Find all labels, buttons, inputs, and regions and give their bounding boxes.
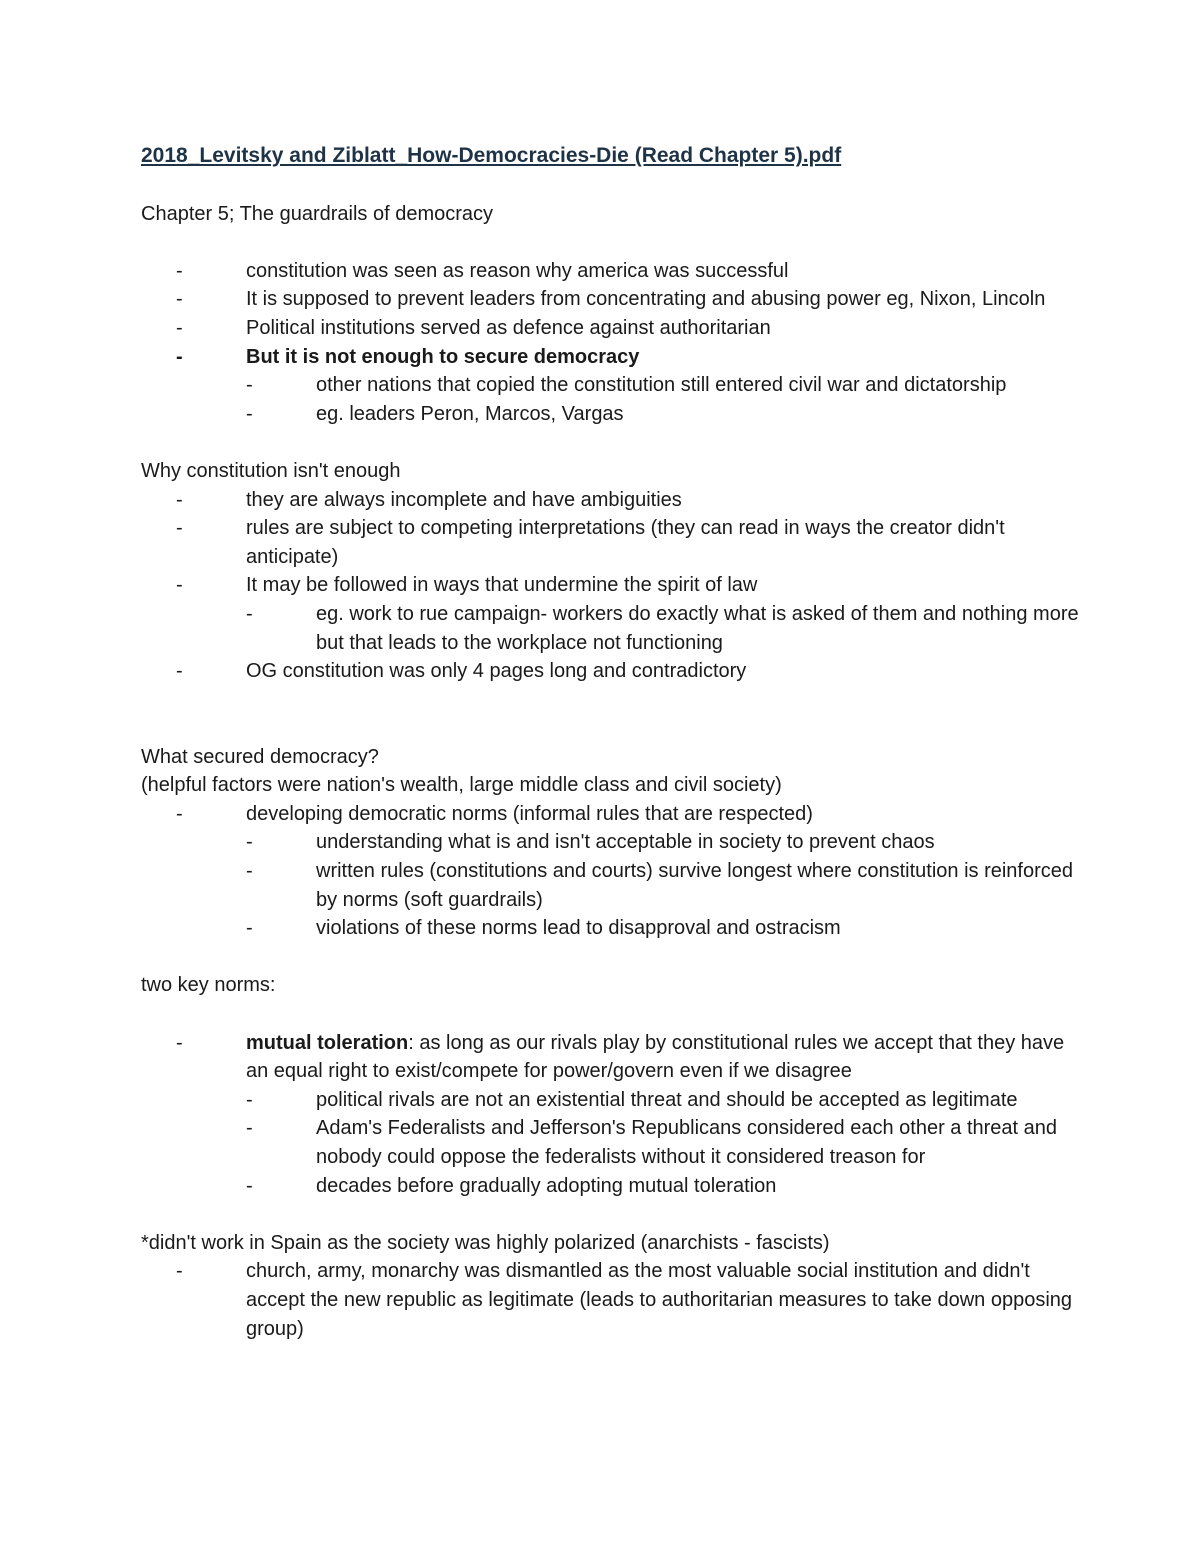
list-item: [141, 1029, 1081, 1086]
bullet-dash: -: [246, 1117, 253, 1140]
bullet-dash: -: [176, 488, 183, 511]
list-item-text: eg. work to rue campaign- workers do exactly what is asked of them and nothing more but that leads to the workplace not functioning: [316, 602, 1079, 654]
list-item: [141, 285, 1081, 314]
section-heading: two key norms:: [141, 974, 276, 997]
list-item: [141, 486, 1081, 515]
bullet-dash: -: [176, 1031, 183, 1054]
bullet-dash: -: [176, 259, 183, 282]
sub-list-item: [141, 371, 1081, 400]
list-item-text: OG constitution was only 4 pages long and contradictory: [246, 660, 747, 683]
sub-list-item: [141, 400, 1081, 429]
bullet-dash: -: [246, 1088, 253, 1111]
section-heading: *didn't work in Spain as the society was highly polarized (anarchists - fascists): [141, 1231, 830, 1254]
sub-list-item: [141, 1086, 1081, 1115]
list-item-text: developing democratic norms (informal rules that are respected): [246, 802, 813, 825]
list-item: [141, 257, 1081, 286]
bullet-dash: -: [176, 574, 183, 597]
term-definition: : as long as our rivals play by constitutional rules we accept that they have an equal right to exist/compete for power/govern even if we disagree: [246, 1031, 1065, 1083]
bullet-dash: -: [176, 288, 183, 311]
sub-list-item: [141, 1172, 1081, 1201]
list-item: [141, 571, 1081, 600]
bullet-dash: -: [246, 860, 253, 883]
sub-list-item: [141, 857, 1081, 914]
list-item: [141, 657, 1081, 686]
list-item: [141, 514, 1081, 571]
section-heading: What secured democracy?: [141, 745, 379, 768]
term-bold: mutual toleration: [246, 1031, 409, 1054]
list-item-text: written rules (constitutions and courts) survive longest where constitution is reinforced by norms (soft guardrails): [316, 860, 1074, 911]
list-item: [141, 343, 1081, 372]
section-subheading: (helpful factors were nation's wealth, large middle class and civil society): [141, 774, 782, 797]
bullet-dash: -: [246, 917, 253, 940]
list-item-text: constitution was seen as reason why america was successful: [246, 259, 789, 282]
list-item-text: rules are subject to competing interpretations (they can read in ways the creator didn't anticipate): [246, 517, 1005, 568]
sub-list-item: [141, 1114, 1081, 1171]
bullet-dash: -: [176, 316, 183, 339]
list-item-text: political rivals are not an existential threat and should be accepted as legitimate: [316, 1088, 1018, 1111]
list-item-text: eg. leaders Peron, Marcos, Vargas: [316, 402, 624, 425]
bullet-dash: -: [246, 831, 253, 854]
list-item-text: church, army, monarchy was dismantled as the most valuable social institution and didn't accept the new republic as legitimate (leads to authoritarian measures to take down opposing group): [246, 1260, 1073, 1340]
list-item-text: It may be followed in ways that undermine the spirit of law: [246, 574, 758, 597]
list-item: [141, 314, 1081, 343]
document-body: [141, 141, 1081, 1343]
section-heading: Why constitution isn't enough: [141, 459, 401, 482]
list-item-text: Adam's Federalists and Jefferson's Republicans considered each other a threat and nobody could oppose the federalists without it considered treason for: [316, 1117, 1058, 1168]
list-item-text: understanding what is and isn't acceptable in society to prevent chaos: [316, 831, 935, 854]
list-item: [141, 800, 1081, 829]
list-item-text: decades before gradually adopting mutual toleration: [316, 1174, 777, 1197]
list-item-text: violations of these norms lead to disapproval and ostracism: [316, 917, 841, 940]
document-title-link[interactable]: 2018_Levitsky and Ziblatt_How-Democracies-Die (Read Chapter 5).pdf: [141, 144, 842, 167]
bullet-dash: -: [246, 374, 253, 397]
list-item-text: Political institutions served as defence against authoritarian: [246, 316, 771, 339]
list-item-text: [246, 1029, 1081, 1086]
list-item-text: It is supposed to prevent leaders from concentrating and abusing power eg, Nixon, Lincoln: [246, 288, 1046, 311]
bullet-dash: -: [246, 1174, 253, 1197]
list-item-text: other nations that copied the constitution still entered civil war and dictatorship: [316, 374, 1007, 397]
bullet-dash: -: [176, 517, 183, 540]
sub-list-item: [141, 914, 1081, 943]
bullet-dash: -: [176, 345, 183, 368]
list-item: [141, 1257, 1081, 1343]
sub-list-item: [141, 828, 1081, 857]
bullet-dash: -: [176, 1260, 183, 1283]
bullet-dash: -: [246, 402, 253, 425]
bullet-dash: -: [176, 802, 183, 825]
chapter-heading: Chapter 5; The guardrails of democracy: [141, 202, 494, 225]
bullet-dash: -: [246, 602, 253, 625]
sub-list-item: [141, 600, 1081, 657]
list-item-text-bold: But it is not enough to secure democracy: [246, 345, 640, 368]
list-item-text: they are always incomplete and have ambiguities: [246, 488, 682, 511]
bullet-dash: -: [176, 660, 183, 683]
